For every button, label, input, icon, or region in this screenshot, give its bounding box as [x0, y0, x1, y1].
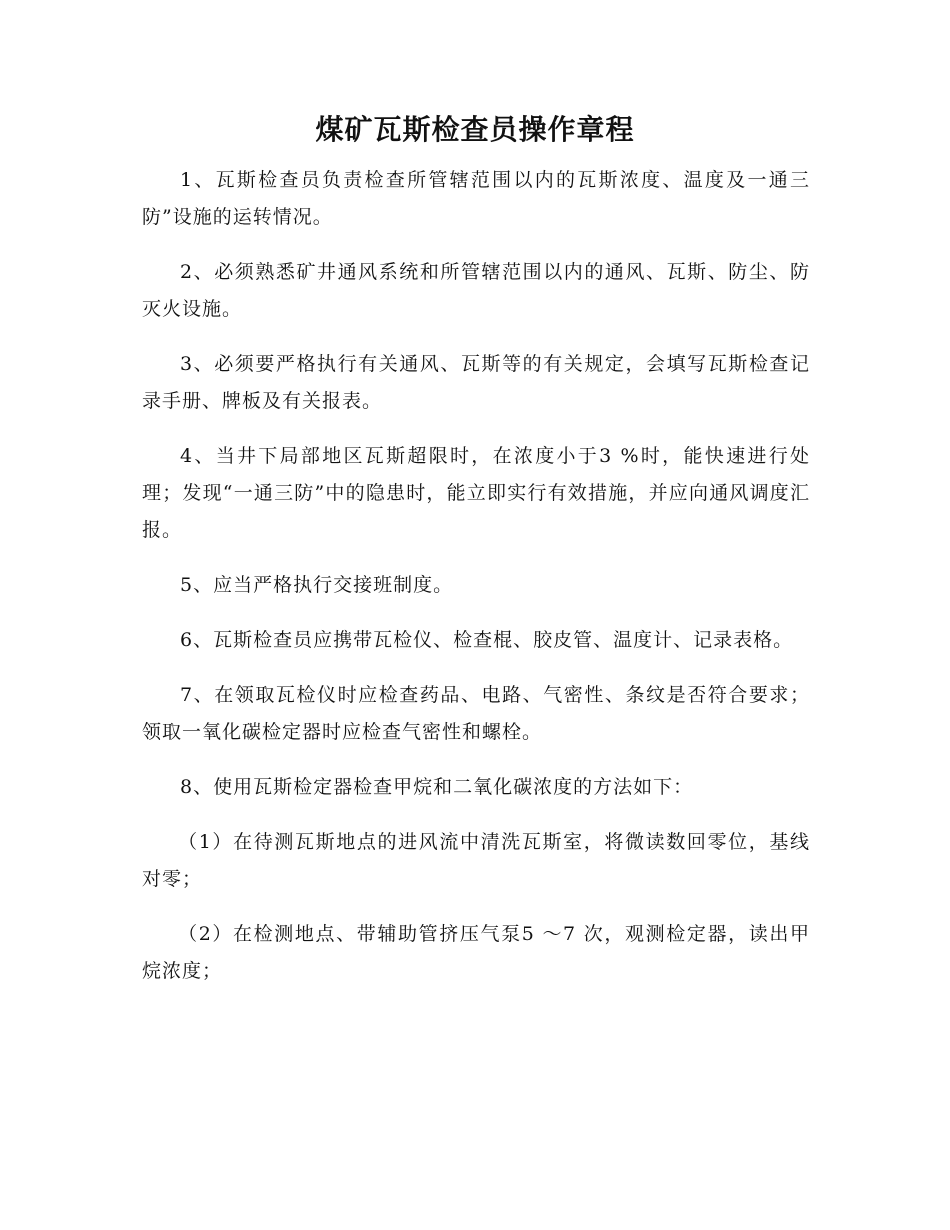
paragraph-2: 2、必须熟悉矿井通风系统和所管辖范围以内的通风、瓦斯、防尘、防灭火设施。: [142, 261, 810, 320]
paragraph-8-step-2: （2）在检测地点、带辅助管挤压气泵5 ～7 次，观测检定器，读出甲烷浓度；: [142, 923, 810, 982]
paragraph-1: 1、瓦斯检查员负责检查所管辖范围以内的瓦斯浓度、温度及一通三防”设施的运转情况。: [142, 169, 810, 228]
paragraph-5: 5、应当严格执行交接班制度。: [180, 574, 454, 596]
document-body: [142, 162, 810, 1008]
paragraph-8: 8、使用瓦斯检定器检查甲烷和二氧化碳浓度的方法如下：: [180, 776, 694, 798]
paragraph-7: 7、在领取瓦检仪时应检查药品、电路、气密性、条纹是否符合要求；领取一氧化碳检定器时应检查气密性和螺栓。: [142, 684, 810, 743]
document-title: 煤矿瓦斯检查员操作章程: [315, 113, 635, 146]
paragraph-6: 6、瓦斯检查员应携带瓦检仪、检查棍、胶皮管、温度计、记录表格。: [180, 629, 794, 651]
paragraph-8-step-1: （1）在待测瓦斯地点的进风流中清洗瓦斯室，将微读数回零位，基线对零；: [142, 831, 810, 890]
paragraph-4: 4、当井下局部地区瓦斯超限时，在浓度小于3 %时，能快速进行处理；发现“一通三防”中的隐患时，能立即实行有效措施，并应向通风调度汇报。: [142, 445, 810, 541]
paragraph-3: 3、必须要严格执行有关通风、瓦斯等的有关规定，会填写瓦斯检查记录手册、牌板及有关报表。: [142, 353, 810, 412]
